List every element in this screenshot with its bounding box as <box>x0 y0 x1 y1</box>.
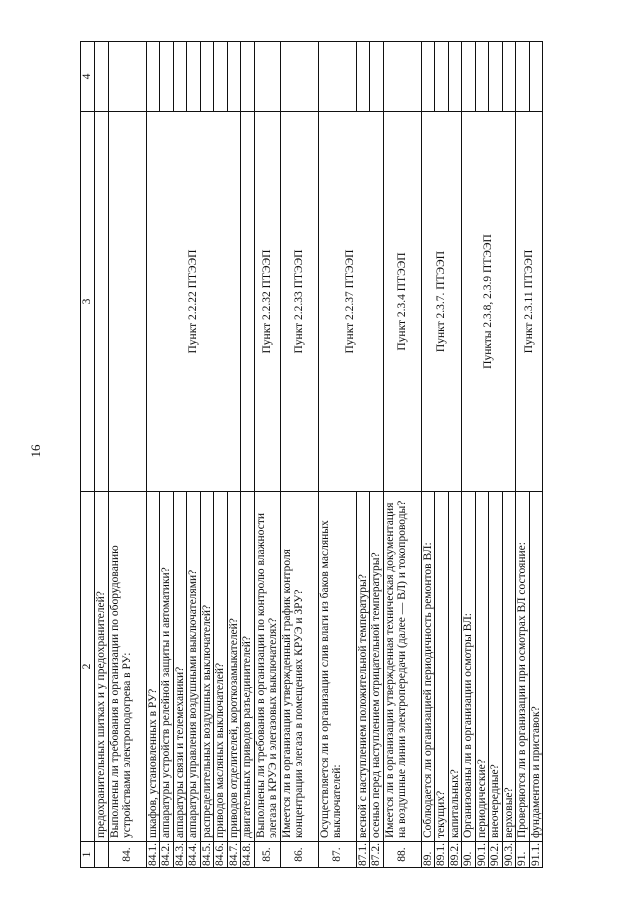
notes-cell <box>95 42 109 112</box>
table-row <box>280 42 318 868</box>
item-number: 90.3. <box>502 843 515 866</box>
header-cell: 2 <box>81 492 95 842</box>
reference-cell: Пункт 2.2.32 ПТЭЭП <box>254 112 280 492</box>
table-row <box>421 42 435 868</box>
item-number: 90. <box>462 842 476 868</box>
item-number: 87.1. <box>356 843 369 866</box>
question-text: периодические? <box>475 492 489 842</box>
checklist-table <box>80 41 543 868</box>
question-text: Организованы ли в организации осмотры ВЛ: <box>462 492 476 842</box>
question-text: распределительных воздушных выключателей? <box>200 492 214 842</box>
notes-cell <box>529 42 543 112</box>
notes-cell <box>241 42 255 112</box>
notes-cell <box>356 42 370 112</box>
item-number: 84.4. <box>187 843 199 866</box>
question-text: Выполнены ли требования в организации по контролю влажности элегаза в КРУЭ и элегазовых выключателях? <box>254 492 280 842</box>
notes-cell <box>318 42 356 112</box>
table-body <box>95 42 543 868</box>
header-cell: 1 <box>81 842 95 868</box>
page-number: 16 <box>28 444 43 458</box>
notes-cell <box>108 42 146 112</box>
notes-cell <box>502 42 516 112</box>
question-text: двигательных приводов разъединителей? <box>241 492 255 842</box>
item-number: 87. <box>318 842 356 868</box>
notes-cell <box>516 42 530 112</box>
notes-cell <box>173 42 187 112</box>
question-text: Имеется ли в организации утвержденный график контроля концентрации элегаза в помещениях КРУЭ и ЗРУ? <box>280 492 318 842</box>
item-number: 88. <box>383 842 421 868</box>
notes-cell <box>254 42 280 112</box>
question-text: внеочередные? <box>489 492 503 842</box>
notes-cell <box>227 42 241 112</box>
question-text: Имеется ли в организации утвержденная техническая документация на воздушные линии электропередачи (далее — ВЛ) и токопроводы? <box>383 492 421 842</box>
header-cell: 4 <box>81 42 95 112</box>
reference-cell <box>108 112 146 492</box>
question-text: приводов масляных выключателей? <box>214 492 228 842</box>
reference-cell: Пункт 2.2.22 ПТЭЭП <box>146 112 241 492</box>
question-text: Соблюдается ли организацией периодичность ремонтов ВЛ: <box>421 492 435 842</box>
item-number: 91.1. <box>529 843 542 866</box>
item-number: 84.7. <box>227 843 240 866</box>
notes-cell <box>383 42 421 112</box>
notes-cell <box>435 42 449 112</box>
item-number: 84.8. <box>241 843 253 866</box>
table-row <box>318 42 356 868</box>
rotated-table-container <box>80 42 600 868</box>
question-text: весной с наступлением положительной температуры? <box>356 492 370 842</box>
notes-cell <box>187 42 201 112</box>
question-text: предохранительных шитках и у предохранителей? <box>95 492 109 842</box>
item-number: 84.2. <box>160 843 172 866</box>
notes-cell <box>280 42 318 112</box>
reference-cell: Пункты 2.3.8, 2.3.9 ПТЭЭП <box>462 112 516 492</box>
item-number: 90.1. <box>475 843 488 866</box>
reference-cell: Пункт 2.2.33 ПТЭЭП <box>280 112 318 492</box>
notes-cell <box>370 42 384 112</box>
table-row <box>254 42 280 868</box>
question-text: Выполнены ли требования в организации по оборудованию устройствами электроподогрева в РУ: <box>108 492 146 842</box>
reference-cell: Пункт 2.3.7. ПТЭЭП <box>421 112 462 492</box>
notes-cell <box>421 42 435 112</box>
item-number: 84.5. <box>200 843 213 866</box>
reference-cell <box>241 112 255 492</box>
item-number: 89. <box>421 842 435 868</box>
item-number: 87.2. <box>370 843 382 866</box>
notes-cell <box>475 42 489 112</box>
reference-cell: Пункт 2.2.37 ПТЭЭП <box>318 112 383 492</box>
table-row <box>241 42 255 868</box>
item-number: 86. <box>280 842 318 868</box>
item-number: 91. <box>516 842 530 868</box>
reference-cell <box>95 112 109 492</box>
header-row <box>81 42 95 868</box>
question-text: аппаратуры устройств релейной защиты и автоматики? <box>160 492 174 842</box>
table-row <box>95 42 109 868</box>
notes-cell <box>200 42 214 112</box>
reference-cell: Пункт 2.3.11 ПТЭЭП <box>516 112 543 492</box>
reference-cell: Пункт 2.3.4 ПТЭЭП <box>383 112 421 492</box>
question-text: осенью перед наступлением отрицательной температуры? <box>370 492 384 842</box>
item-number: 84.3. <box>173 843 186 866</box>
item-number: 90.2. <box>489 843 501 866</box>
question-text: аппаратуры связи и телемеханики? <box>173 492 187 842</box>
notes-cell <box>146 42 160 112</box>
item-number: 84.6. <box>214 843 226 866</box>
question-text: фундаментов и приставок? <box>529 492 543 842</box>
table-row <box>516 42 530 868</box>
table-row <box>383 42 421 868</box>
item-number: 84.1. <box>146 843 159 866</box>
question-text: Осуществляется ли в организации слив влаги из баков масляных выключателей: <box>318 492 356 842</box>
notes-cell <box>489 42 503 112</box>
item-number: 85. <box>254 842 280 868</box>
question-text: капитальных? <box>448 492 462 842</box>
question-text: аппаратуры управления воздушными выключателями? <box>187 492 201 842</box>
table-row <box>108 42 146 868</box>
notes-cell <box>160 42 174 112</box>
notes-cell <box>462 42 476 112</box>
question-text: приводов отделителей, короткозамыкателей? <box>227 492 241 842</box>
item-number <box>95 842 109 868</box>
question-text: шкафов, установленных в РУ? <box>146 492 160 842</box>
item-number: 89.1. <box>435 843 447 866</box>
table-row <box>462 42 476 868</box>
notes-cell <box>448 42 462 112</box>
question-text: верховые? <box>502 492 516 842</box>
item-number: 84. <box>108 842 146 868</box>
item-number: 89.2. <box>448 843 461 866</box>
header-cell: 3 <box>81 112 95 492</box>
question-text: Проверяются ли в организации при осмотрах ВЛ состояние: <box>516 492 530 842</box>
notes-cell <box>214 42 228 112</box>
question-text: текущих? <box>435 492 449 842</box>
table-row <box>146 42 160 868</box>
